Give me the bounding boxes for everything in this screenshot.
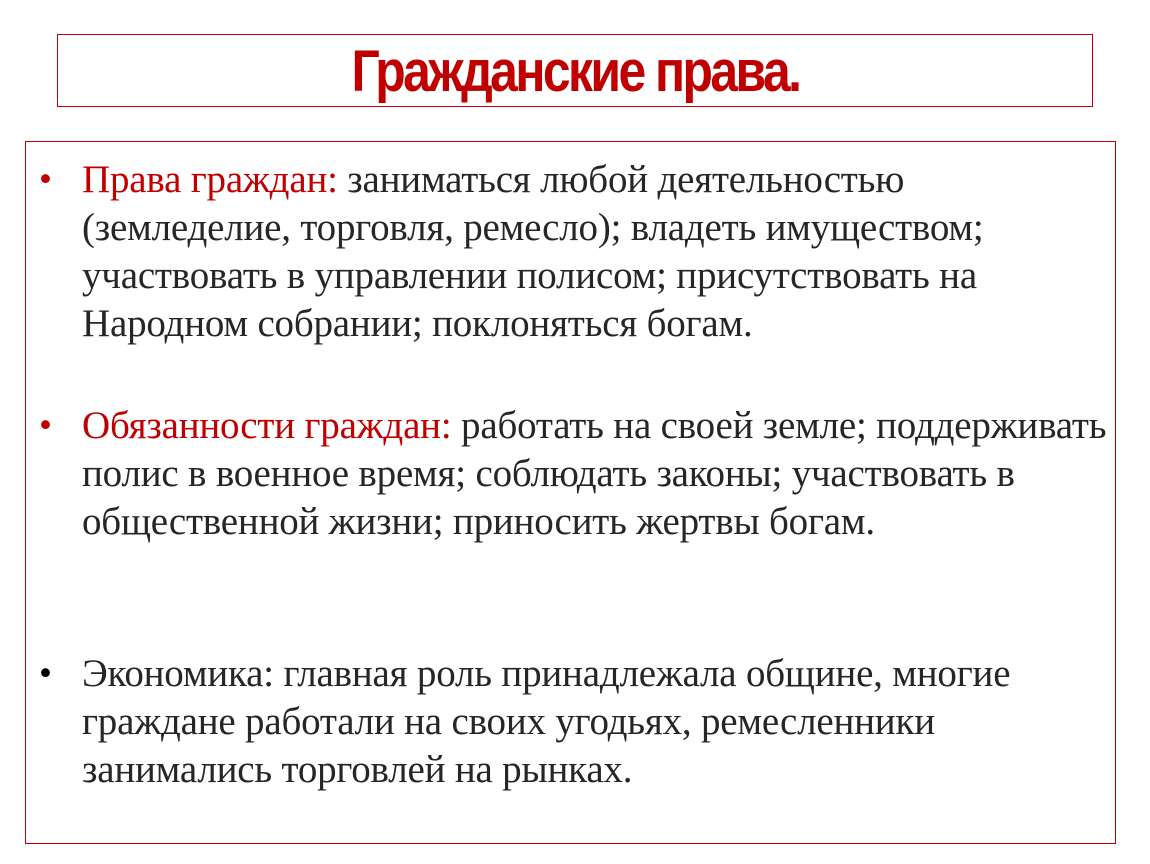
bullet-icon: • bbox=[39, 405, 52, 446]
rights-label: Права граждан: bbox=[82, 158, 338, 201]
slide-title: Гражданские права. bbox=[351, 38, 799, 104]
economy-text: Экономика: главная роль принадлежала общине, многие граждане работали на своих угодьях, ремесленники занимались торговлей на рынках. bbox=[82, 652, 1011, 791]
bullet-icon: • bbox=[39, 159, 52, 200]
bullet-text-economy bbox=[82, 650, 1112, 794]
bullet-text-duties bbox=[82, 402, 1112, 546]
duties-label: Обязанности граждан: bbox=[82, 404, 452, 447]
rights-text: заниматься любой деятельностью (земледелие, торговля, ремесло); владеть имуществом; участвовать в управлении полисом; присутствовать на Народном собрании; поклоняться богам. bbox=[82, 158, 984, 345]
content-box bbox=[25, 141, 1116, 844]
duties-text: работать на своей земле; поддерживать полис в военное время; соблюдать законы; участвовать в общественной жизни; приносить жертвы богам. bbox=[82, 404, 1107, 543]
bullet-text-rights bbox=[82, 156, 1112, 348]
title-box bbox=[57, 34, 1093, 107]
bullet-icon: • bbox=[39, 653, 52, 694]
